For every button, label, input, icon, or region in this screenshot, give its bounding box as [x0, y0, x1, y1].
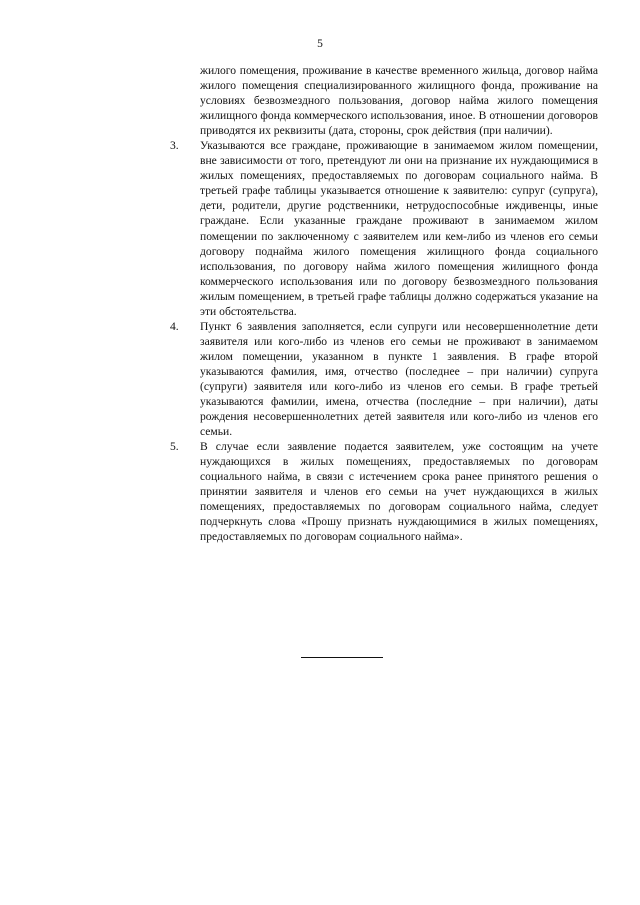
list-item-4 [170, 319, 598, 439]
page-number: 5 [317, 38, 323, 50]
continuation-paragraph: жилого помещения, проживание в качестве временного жильца, договор найма жилого помещения специализированного жилищного фонда, проживание на условиях безвозмездного пользования, договор найма жилого помещения жилищного фонда коммерческого использования, иное. В отношении договоров приводятся их реквизиты (дата, стороны, срок действия (при наличии). [200, 64, 598, 138]
list-item-number: 3. [170, 139, 179, 153]
document-body [170, 63, 598, 545]
list-item-5 [170, 439, 598, 544]
list-item-text: Указываются все граждане, проживающие в занимаемом жилом помещении, вне зависимости от того, претендуют ли они на признание их нуждающимися в жилых помещениях, предоставляемых по договорам социального найма. В третьей графе таблицы указывается отношение к заявителю: супруг (супруга), дети, родители, другие родственники, нетрудоспособные иждивенцы, иные граждане. Если указанные граждане проживают в занимаемом жилом помещении по заключенному с заявителем или кем-либо из членов его семьи договору поднайма жилого помещения жилищного фонда социального использования, по договору найма жилого помещения жилищного фонда коммерческого использования или по договору безвозмездного пользования жилым помещением, в третьей графе таблицы должно содержаться указание на эти обстоятельства. [200, 139, 598, 318]
closing-divider [301, 657, 383, 658]
list-item-number: 5. [170, 440, 179, 454]
list-item-number: 4. [170, 319, 179, 333]
list-item-3 [170, 138, 598, 319]
list-item-text: Пункт 6 заявления заполняется, если супруги или несовершеннолетние дети заявителя или кого-либо из членов его семьи не проживают в занимаемом жилом помещении, указанном в пункте 1 заявления. В графе второй указываются фамилия, имя, отчество (последнее – при наличии) супруга (супруги) заявителя или кого-либо из членов его семьи. В графе третьей указываются фамилии, имена, отчества (последние – при наличии), даты рождения несовершеннолетних детей заявителя или кого-либо из членов его семьи. [200, 319, 598, 439]
list-item-text: В случае если заявление подается заявителем, уже состоящим на учете нуждающихся в жилых помещениях, предоставляемых по договорам социального найма, в связи с истечением срока ранее принятого решения о принятии заявителя и членов его семьи на учет нуждающихся в жилых помещениях, предоставляемых по договорам социального найма, следует подчеркнуть слова «Прошу признать нуждающимися в жилых помещениях, предоставляемых по договорам социального найма». [200, 440, 598, 544]
